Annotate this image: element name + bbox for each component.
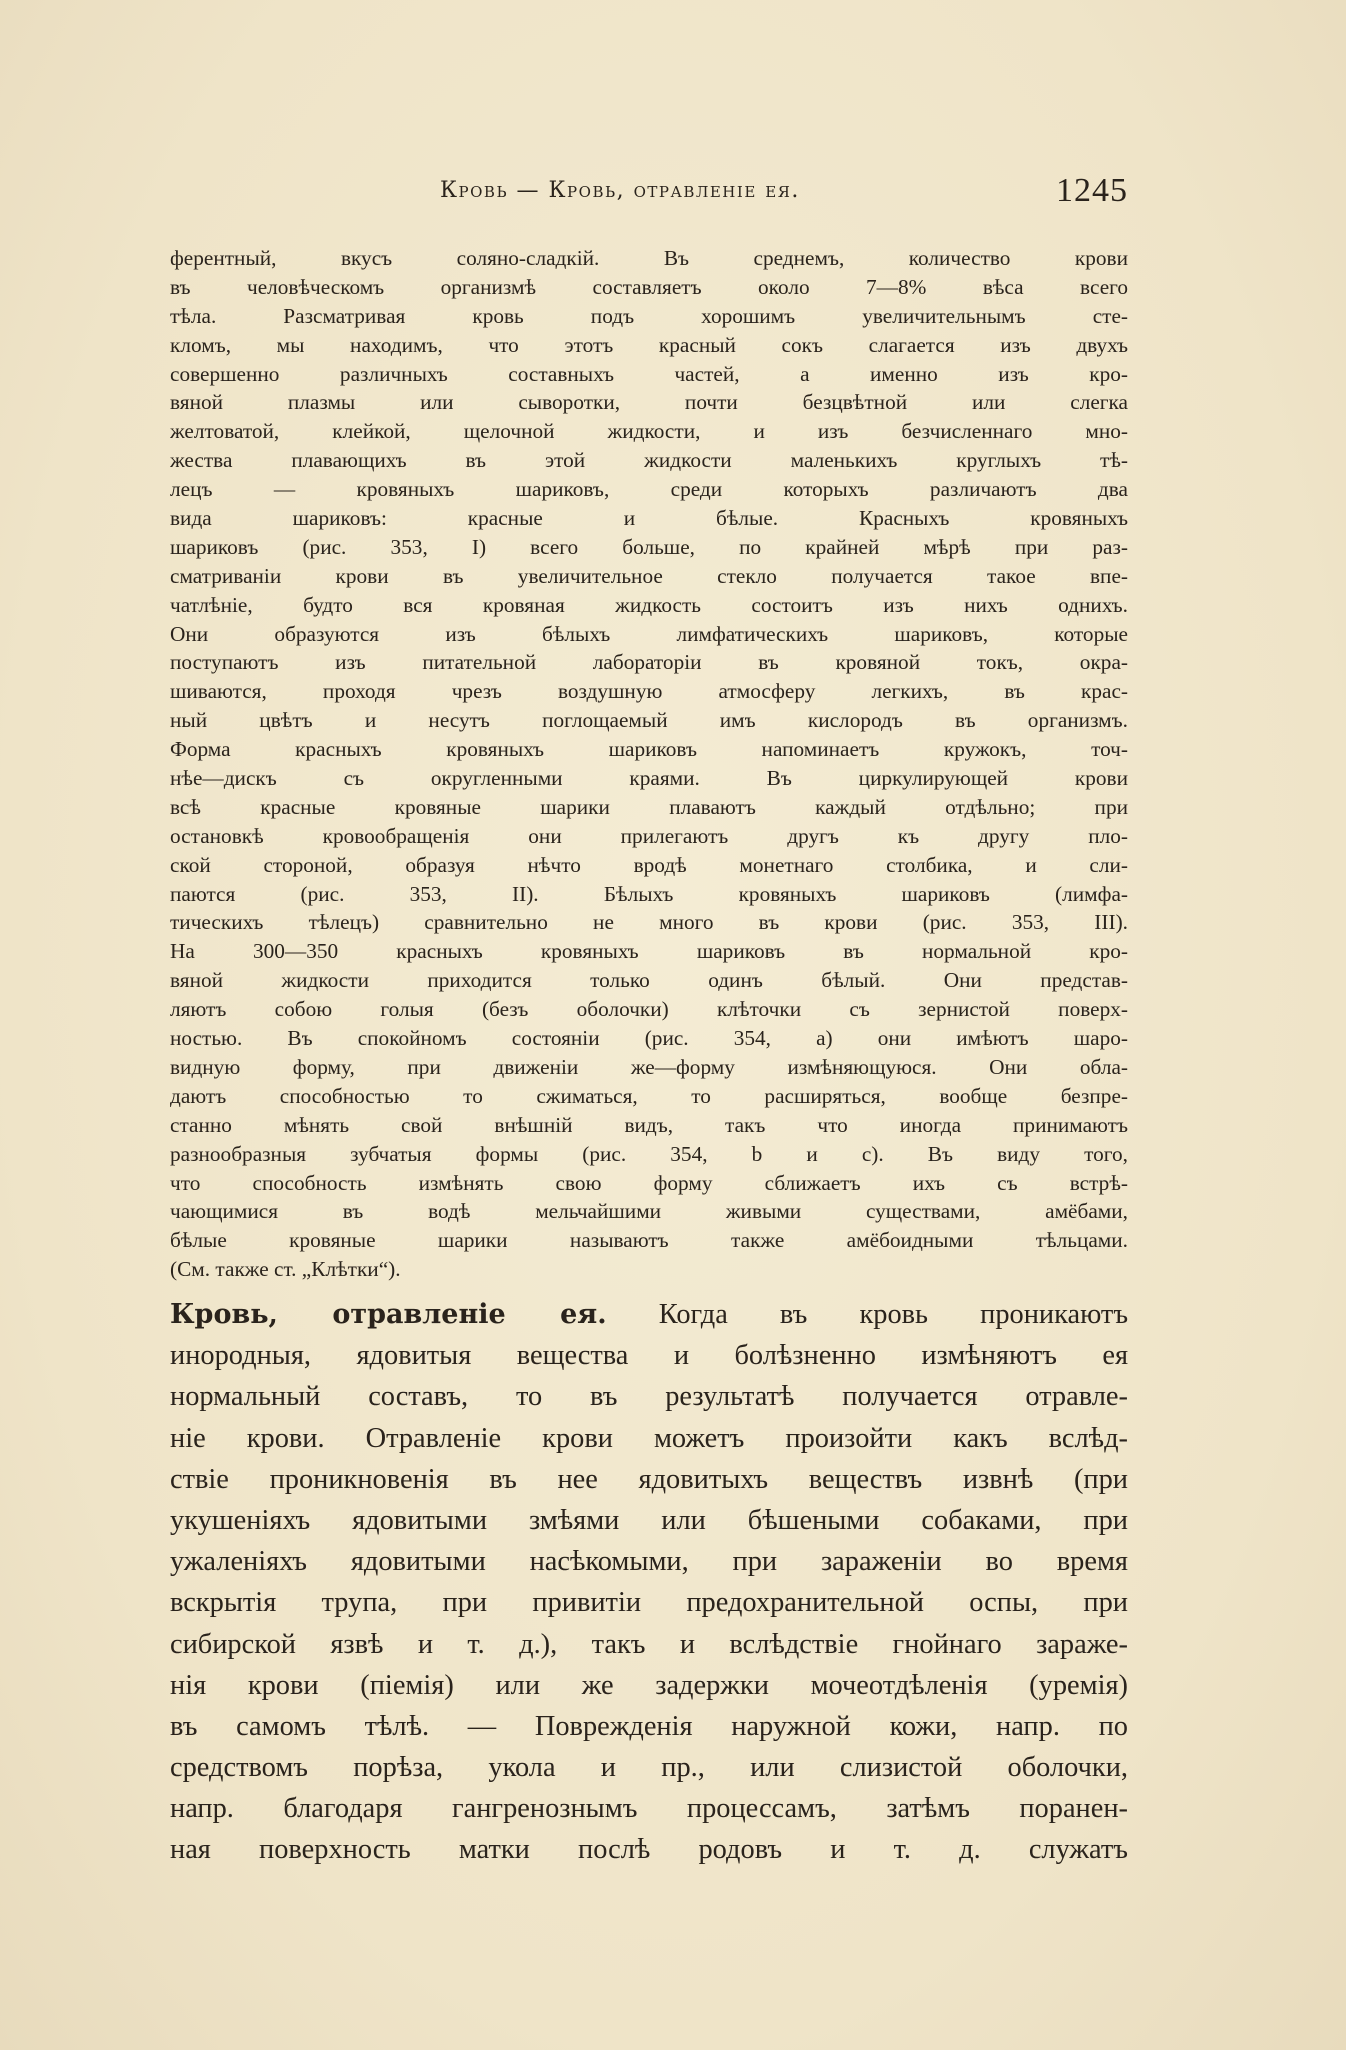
article-line: ніе крови. Отравленіе крови можетъ произойти какъ вслѣд-	[170, 1422, 1128, 1454]
text-line: ской стороной, образуя нѣчто вродѣ монетнаго столбика, и сли-	[170, 852, 1128, 877]
text-line: бѣлые кровяные шарики называютъ также амёбоидными тѣльцами.	[170, 1228, 1128, 1253]
article-line: нормальный составъ, то въ результатѣ получается отравле-	[170, 1381, 1128, 1413]
text-line: желтоватой, клейкой, щелочной жидкости, и изъ безчисленнаго мно-	[170, 419, 1128, 444]
article-line: сибирской язвѣ и т. д.), такъ и вслѣдствіе гнойнаго зараже-	[170, 1628, 1128, 1660]
article-line: инородныя, ядовитыя вещества и болѣзненно измѣняютъ ея	[170, 1340, 1128, 1372]
text-line: жества плавающихъ въ этой жидкости маленькихъ круглыхъ тѣ-	[170, 448, 1128, 473]
text-line: вяной жидкости приходится только одинъ бѣлый. Они представ-	[170, 968, 1128, 993]
article-line: ная поверхность матки послѣ родовъ и т. д. служатъ	[170, 1834, 1128, 1866]
article-line: вскрытія трупа, при привитіи предохранительной оспы, при	[170, 1587, 1128, 1619]
article-line: напр. благодаря гангренознымъ процессамъ, затѣмъ поранен-	[170, 1793, 1128, 1825]
article-line: средствомъ порѣза, укола и пр., или слизистой оболочки,	[170, 1752, 1128, 1784]
text-line: видную форму, при движеніи же—форму измѣняющуюся. Они обла-	[170, 1054, 1128, 1079]
text-line: (См. также ст. „Клѣтки“).	[170, 1257, 401, 1282]
page-number: 1245	[1056, 172, 1128, 209]
text-line: Форма красныхъ кровяныхъ шариковъ напоминаетъ кружокъ, точ-	[170, 737, 1128, 762]
article-line: ствіе проникновенія въ нее ядовитыхъ веществъ извнѣ (при	[170, 1463, 1128, 1495]
text-line: въ человѣческомъ организмѣ составляетъ около 7—8% вѣса всего	[170, 274, 1128, 299]
article-line: въ самомъ тѣлѣ. — Поврежденія наружной кожи, напр. по	[170, 1710, 1128, 1742]
text-line: нѣе—дискъ съ округленными краями. Въ циркулирующей крови	[170, 766, 1128, 791]
article-line: укушеніяхъ ядовитыми змѣями или бѣшеными собаками, при	[170, 1504, 1128, 1536]
text-line: паются (рис. 353, II). Бѣлыхъ кровяныхъ шариковъ (лимфа-	[170, 881, 1128, 906]
text-line: шиваются, проходя чрезъ воздушную атмосферу легкихъ, въ крас-	[170, 679, 1128, 704]
text-line: ферентный, вкусъ соляно-сладкій. Въ среднемъ, количество крови	[170, 246, 1128, 270]
article-first-line-text: Когда въ кровь проникаютъ	[658, 1299, 1128, 1330]
text-line: ностью. Въ спокойномъ состояніи (рис. 354, a) они имѣютъ шаро-	[170, 1026, 1128, 1051]
text-line: кломъ, мы находимъ, что этотъ красный сокъ слагается изъ двухъ	[170, 332, 1128, 357]
continued-article-text	[170, 244, 1128, 1284]
text-line: совершенно различныхъ составныхъ частей, а именно изъ кро-	[170, 361, 1128, 386]
text-line: чающимися въ водѣ мельчайшими живыми существами, амёбами,	[170, 1199, 1128, 1224]
text-line: тѣла. Разсматривая кровь подъ хорошимъ увеличительнымъ сте-	[170, 303, 1128, 328]
text-line: Они образуются изъ бѣлыхъ лимфатическихъ шариковъ, которые	[170, 621, 1128, 646]
text-line: лецъ — кровяныхъ шариковъ, среди которыхъ различаютъ два	[170, 477, 1128, 502]
text-line: вяной плазмы или сыворотки, почти безцвѣтной или слегка	[170, 390, 1128, 415]
article-line: ужаленіяхъ ядовитыми насѣкомыми, при зараженіи во время	[170, 1546, 1128, 1578]
text-line: что способность измѣнять свою форму сближаетъ ихъ съ встрѣ-	[170, 1170, 1128, 1195]
text-line: ляютъ собою голыя (безъ оболочки) клѣточки съ зернистой поверх-	[170, 997, 1128, 1022]
text-line: шариковъ (рис. 353, I) всего больше, по крайней мѣрѣ при раз-	[170, 534, 1128, 559]
text-line: разнообразныя зубчатыя формы (рис. 354, b и c). Въ виду того,	[170, 1141, 1128, 1166]
article-first-line	[170, 1294, 1128, 1335]
text-line: остановкѣ кровообращенія они прилегаютъ другъ къ другу пло-	[170, 823, 1128, 848]
text-line: станно мѣнять свой внѣшній видъ, такъ что иногда принимаютъ	[170, 1112, 1128, 1137]
page-header	[170, 172, 1128, 212]
text-line: даютъ способностью то сжиматься, то расширяться, вообще безпре-	[170, 1083, 1128, 1108]
text-line: На 300—350 красныхъ кровяныхъ шариковъ въ нормальной кро-	[170, 939, 1128, 964]
article-headword: Кровь, отравленіе ея.	[170, 1299, 607, 1330]
running-head: Кровь — Кровь, отравленіе ея.	[440, 178, 800, 203]
text-line: чатлѣніе, будто вся кровяная жидкость состоитъ изъ нихъ однихъ.	[170, 592, 1128, 617]
text-line: поступаютъ изъ питательной лабораторіи въ кровяной токъ, окра-	[170, 650, 1128, 675]
text-line: всѣ красные кровяные шарики плаваютъ каждый отдѣльно; при	[170, 794, 1128, 819]
text-line: тическихъ тѣлецъ) сравнительно не много въ крови (рис. 353, III).	[170, 910, 1128, 935]
text-line: ный цвѣтъ и несутъ поглощаемый имъ кислородъ въ организмъ.	[170, 708, 1128, 733]
text-line: вида шариковъ: красные и бѣлые. Красныхъ кровяныхъ	[170, 506, 1128, 531]
article-krov-otravlenie	[170, 1294, 1128, 1871]
text-line: сматриваніи крови въ увеличительное стекло получается такое впе-	[170, 563, 1128, 588]
article-line: нія крови (піемія) или же задержки мочеотдѣленія (уремія)	[170, 1669, 1128, 1701]
